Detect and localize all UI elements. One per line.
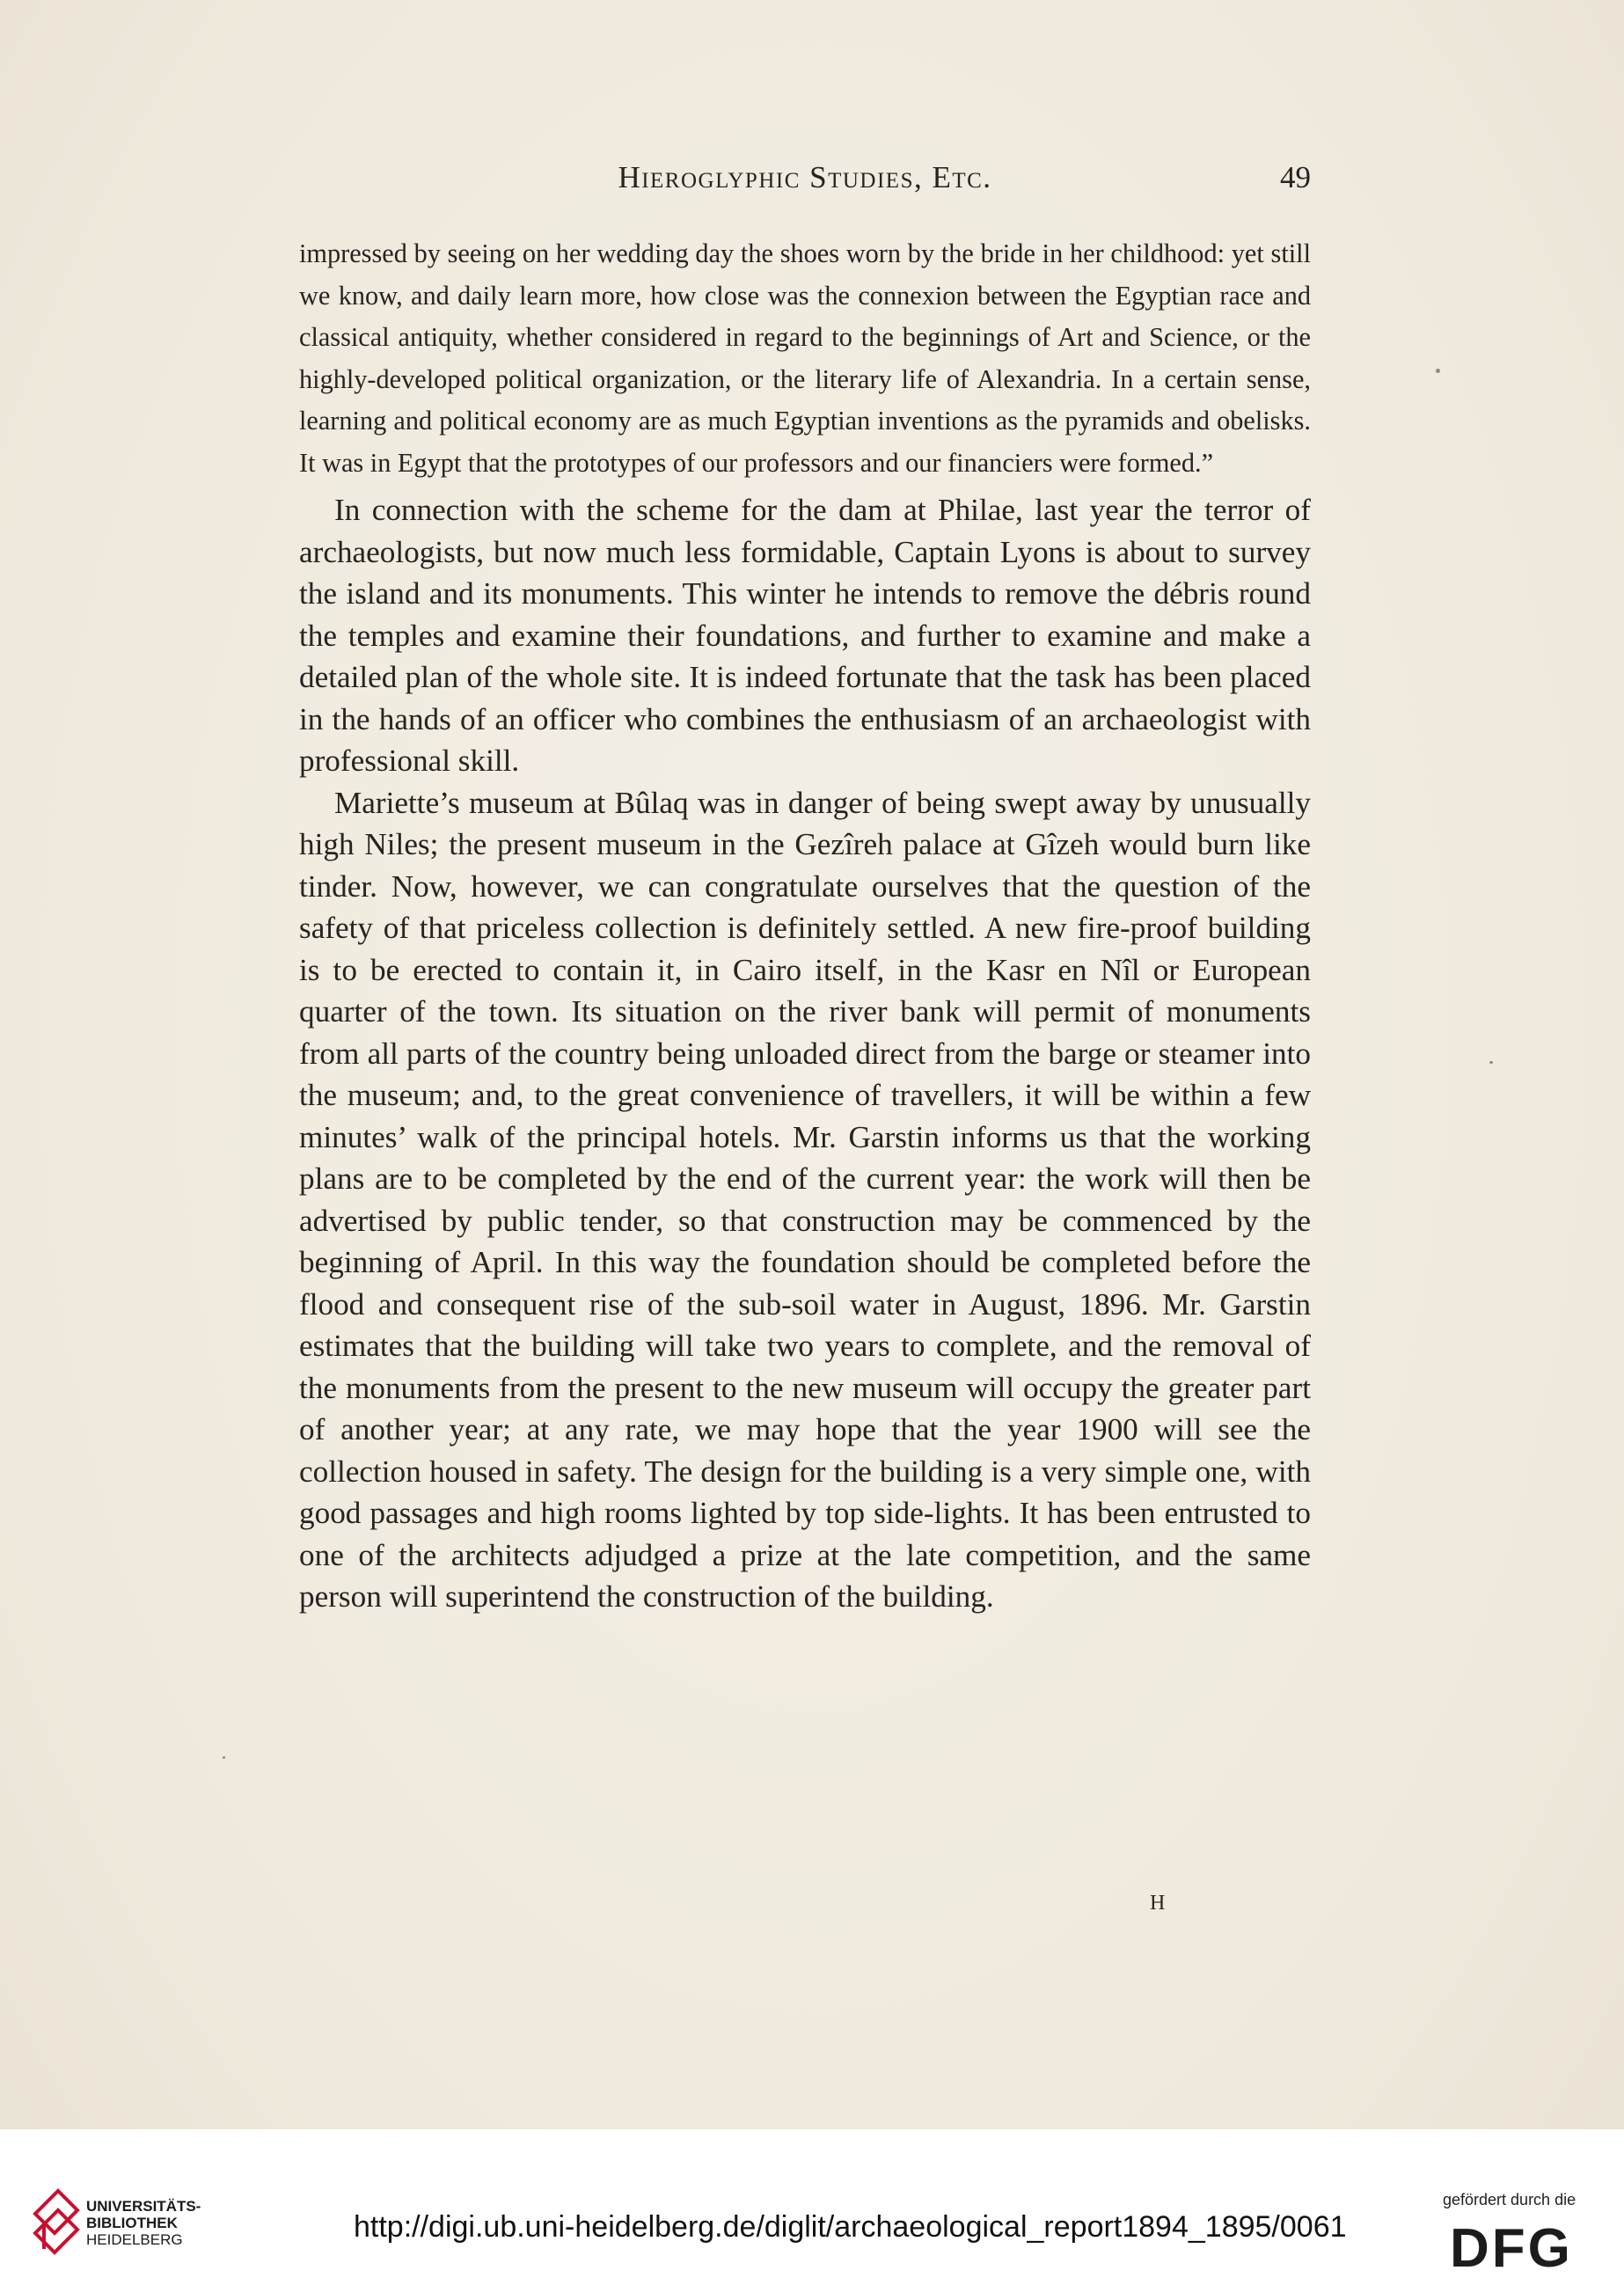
page-number: 49 xyxy=(1280,160,1311,194)
permalink-url[interactable]: http://digi.ub.uni-heidelberg.de/diglit/archaeological_report1894_1895/0061 xyxy=(354,2210,1347,2244)
sponsor-label: gefördert durch die xyxy=(1443,2191,1576,2208)
paragraph-museum: Mariette’s museum at Bûlaq was in danger of being swept away by unusually high Niles; the present museum in the Gezîreh palace at Gîzeh would burn like tinder. Now, however, we can congratulate ourselves that the question of the safety of that priceless collection is definitely settled. A new fire-proof building is to be erected to contain it, in Cairo itself, in the Kasr en Nîl or European quarter of the town. Its situation on the river bank will permit of monuments from all parts of the country being unloaded direct from the barge or steamer into the museum; and, to the great convenience of travellers, it will be within a few minutes’ walk of the principal hotels. Mr. Garstin informs us that the working plans are to be completed by the end of the current year: the work will then be advertised by public tender, so that construction may be commenced by the beginning of April. In this way the foundation should be completed before the flood and consequent rise of the sub-soil water in August, 1896. Mr. Garstin estimates that the building will take two years to complete, and the removal of the monuments from the present to the new museum will occupy the greater part of another year; at any rate, we may hope that the year 1900 will see the collection housed in safety. The design for the building is a very simple one, with good passages and high rooms lighted by top side-lights. It has been entrusted to one of the architects adjudged a prize at the late competition, and the same person will superintend the construction of the building. xyxy=(299,785,1311,1614)
paper-speck xyxy=(1489,1061,1493,1064)
paper-speck xyxy=(223,1756,225,1759)
quoted-paragraph: impressed by seeing on her wedding day the shoes worn by the bride in her childhood: yet still we know, and daily learn more, how close was the connexion between the Egyptian race and classical antiquity, whether considered in regard to the beginnings of Art and Science, or the highly-developed political organization, or the literary life of Alexandria. In a certain sense, learning and political economy are as much Egyptian inventions as the pyramids and obelisks. It was in Egypt that the prototypes of our professors and our financiers were formed.” xyxy=(299,238,1311,478)
logo-line: UNIVERSITÄTS- xyxy=(86,2198,201,2215)
library-logo-icon xyxy=(32,2187,81,2259)
paper-speck xyxy=(1436,369,1440,373)
signature-initial: H xyxy=(1150,1892,1167,1915)
digitization-footer xyxy=(0,2129,1624,2285)
logo-line: BIBLIOTHEK xyxy=(86,2215,178,2231)
paragraph-philae: In connection with the scheme for the dam at Philae, last year the terror of archaeologists, but now much less formidable, Captain Lyons is about to survey the island and its monuments. This winter he intends to remove the débris round the temples and examine their foundations, and further to examine and make a detailed plan of the whole site. It is indeed fortunate that the task has been placed in the hands of an officer who combines the enthusiasm of an archaeologist with professional skill. xyxy=(299,493,1311,778)
dfg-logo[interactable]: DFG xyxy=(1450,2218,1573,2279)
library-logo[interactable] xyxy=(32,2187,322,2259)
running-header-title: Hieroglyphic Studies, Etc. xyxy=(618,160,992,194)
body-text xyxy=(299,233,1311,1618)
logo-line: HEIDELBERG xyxy=(86,2231,183,2248)
running-header xyxy=(299,160,1311,213)
